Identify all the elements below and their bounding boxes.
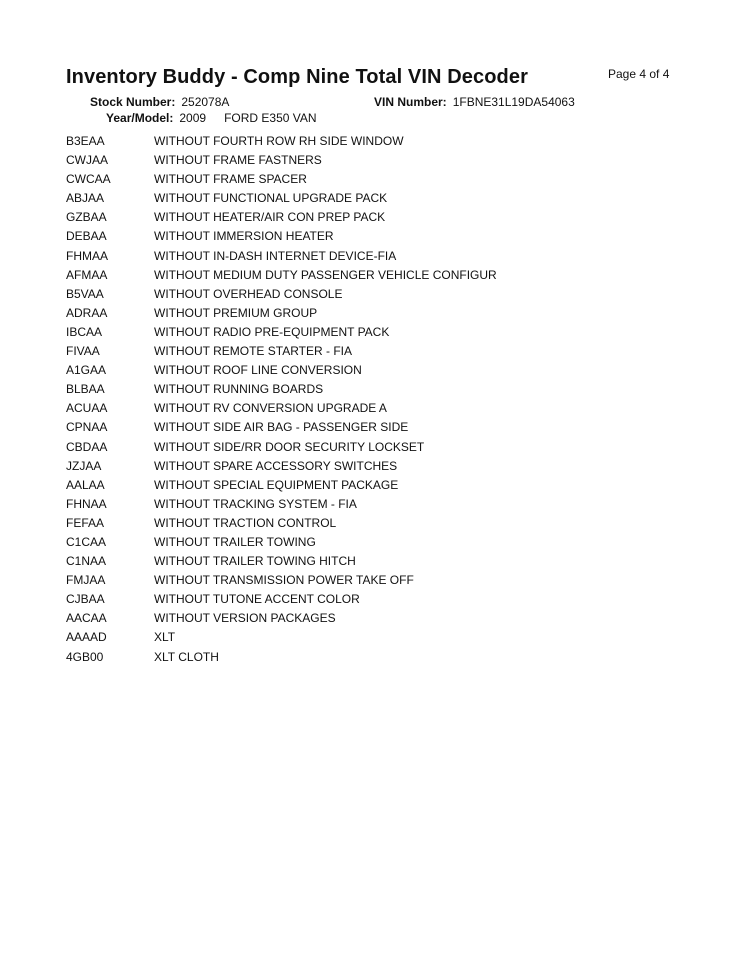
option-description: WITHOUT ROOF LINE CONVERSION xyxy=(154,363,362,378)
option-row xyxy=(66,304,686,323)
option-description: WITHOUT FOURTH ROW RH SIDE WINDOW xyxy=(154,134,404,148)
option-code: ADRAA xyxy=(66,305,108,320)
option-description: WITHOUT SPARE ACCESSORY SWITCHES xyxy=(154,458,398,473)
option-code: ACUAA xyxy=(66,401,108,416)
option-code: CBDAA xyxy=(66,439,108,454)
option-code: BLBAA xyxy=(66,382,105,397)
option-code: B3EAA xyxy=(66,134,105,148)
option-row xyxy=(66,247,686,266)
option-description: WITHOUT FRAME SPACER xyxy=(154,172,307,187)
option-code-list xyxy=(66,132,686,667)
option-description: WITHOUT HEATER/AIR CON PREP PACK xyxy=(154,210,386,225)
option-row xyxy=(66,418,686,437)
option-code: CJBAA xyxy=(66,592,105,607)
option-row xyxy=(66,132,686,151)
option-row xyxy=(66,438,686,457)
option-description: XLT xyxy=(154,630,176,645)
stock-number-field xyxy=(90,95,229,109)
stock-number-label: Stock Number: xyxy=(90,95,176,109)
year-model-field xyxy=(106,111,317,125)
option-code: FIVAA xyxy=(66,344,100,359)
option-code: AALAA xyxy=(66,477,105,492)
option-code: CPNAA xyxy=(66,420,108,435)
option-row xyxy=(66,590,686,609)
option-description: WITHOUT IN-DASH INTERNET DEVICE-FIA xyxy=(154,248,397,263)
option-row xyxy=(66,189,686,208)
option-description: WITHOUT FRAME FASTNERS xyxy=(154,153,322,168)
option-row xyxy=(66,457,686,476)
option-code: B5VAA xyxy=(66,286,104,301)
stock-number-value: 252078A xyxy=(181,95,230,109)
option-description: WITHOUT SIDE/RR DOOR SECURITY LOCKSET xyxy=(154,439,425,454)
option-code: IBCAA xyxy=(66,324,103,339)
model-value: FORD E350 VAN xyxy=(224,111,317,125)
option-description: WITHOUT SPECIAL EQUIPMENT PACKAGE xyxy=(154,477,399,492)
option-row xyxy=(66,628,686,647)
option-code: FEFAA xyxy=(66,515,105,530)
option-code: C1NAA xyxy=(66,554,107,569)
option-row xyxy=(66,227,686,246)
option-code: CWCAA xyxy=(66,172,111,187)
option-description: WITHOUT TUTONE ACCENT COLOR xyxy=(154,592,360,607)
option-description: WITHOUT MEDIUM DUTY PASSENGER VEHICLE CONFIGUR xyxy=(154,267,497,282)
option-code: C1CAA xyxy=(66,534,107,549)
page-number: Page 4 of 4 xyxy=(608,67,670,81)
option-row xyxy=(66,380,686,399)
option-row xyxy=(66,170,686,189)
vin-number-field xyxy=(374,95,575,109)
option-code: 4GB00 xyxy=(66,649,104,664)
option-description: WITHOUT PREMIUM GROUP xyxy=(154,305,318,320)
option-row xyxy=(66,208,686,227)
option-row xyxy=(66,609,686,628)
option-row xyxy=(66,514,686,533)
option-code: FHNAA xyxy=(66,496,107,511)
vin-number-label: VIN Number: xyxy=(374,95,447,109)
option-description: WITHOUT RV CONVERSION UPGRADE A xyxy=(154,401,387,416)
option-code: FHMAA xyxy=(66,248,108,263)
option-row xyxy=(66,285,686,304)
year-value: 2009 xyxy=(179,111,207,125)
option-description: XLT CLOTH xyxy=(154,649,219,664)
option-row xyxy=(66,399,686,418)
option-description: WITHOUT TRANSMISSION POWER TAKE OFF xyxy=(154,573,414,588)
option-row xyxy=(66,361,686,380)
option-description: WITHOUT TRAILER TOWING HITCH xyxy=(154,554,356,569)
option-description: WITHOUT RUNNING BOARDS xyxy=(154,382,324,397)
option-row xyxy=(66,323,686,342)
option-row xyxy=(66,552,686,571)
option-description: WITHOUT TRACTION CONTROL xyxy=(154,515,337,530)
option-code: AACAA xyxy=(66,611,107,626)
option-description: WITHOUT IMMERSION HEATER xyxy=(154,229,334,244)
option-row xyxy=(66,342,686,361)
option-code: CWJAA xyxy=(66,153,108,168)
option-code: A1GAA xyxy=(66,363,107,378)
option-description: WITHOUT VERSION PACKAGES xyxy=(154,611,336,626)
option-description: WITHOUT REMOTE STARTER - FIA xyxy=(154,344,352,359)
option-code: AAAAD xyxy=(66,630,107,645)
document-title: Inventory Buddy - Comp Nine Total VIN Decoder xyxy=(66,66,528,88)
option-code: GZBAA xyxy=(66,210,107,225)
option-row xyxy=(66,151,686,170)
option-row xyxy=(66,571,686,590)
option-description: WITHOUT TRACKING SYSTEM - FIA xyxy=(154,496,357,511)
option-row xyxy=(66,495,686,514)
option-description: WITHOUT TRAILER TOWING xyxy=(154,534,316,549)
option-code: FMJAA xyxy=(66,573,106,588)
option-code: ABJAA xyxy=(66,191,105,206)
option-code: AFMAA xyxy=(66,267,108,282)
option-code: DEBAA xyxy=(66,229,107,244)
option-row xyxy=(66,476,686,495)
option-row xyxy=(66,648,686,667)
option-description: WITHOUT OVERHEAD CONSOLE xyxy=(154,286,343,301)
option-description: WITHOUT FUNCTIONAL UPGRADE PACK xyxy=(154,191,388,206)
option-row xyxy=(66,533,686,552)
option-description: WITHOUT SIDE AIR BAG - PASSENGER SIDE xyxy=(154,420,409,435)
year-model-label: Year/Model: xyxy=(106,111,174,125)
option-row xyxy=(66,266,686,285)
option-description: WITHOUT RADIO PRE-EQUIPMENT PACK xyxy=(154,324,390,339)
option-code: JZJAA xyxy=(66,458,102,473)
vin-number-value: 1FBNE31L19DA54063 xyxy=(452,95,575,109)
